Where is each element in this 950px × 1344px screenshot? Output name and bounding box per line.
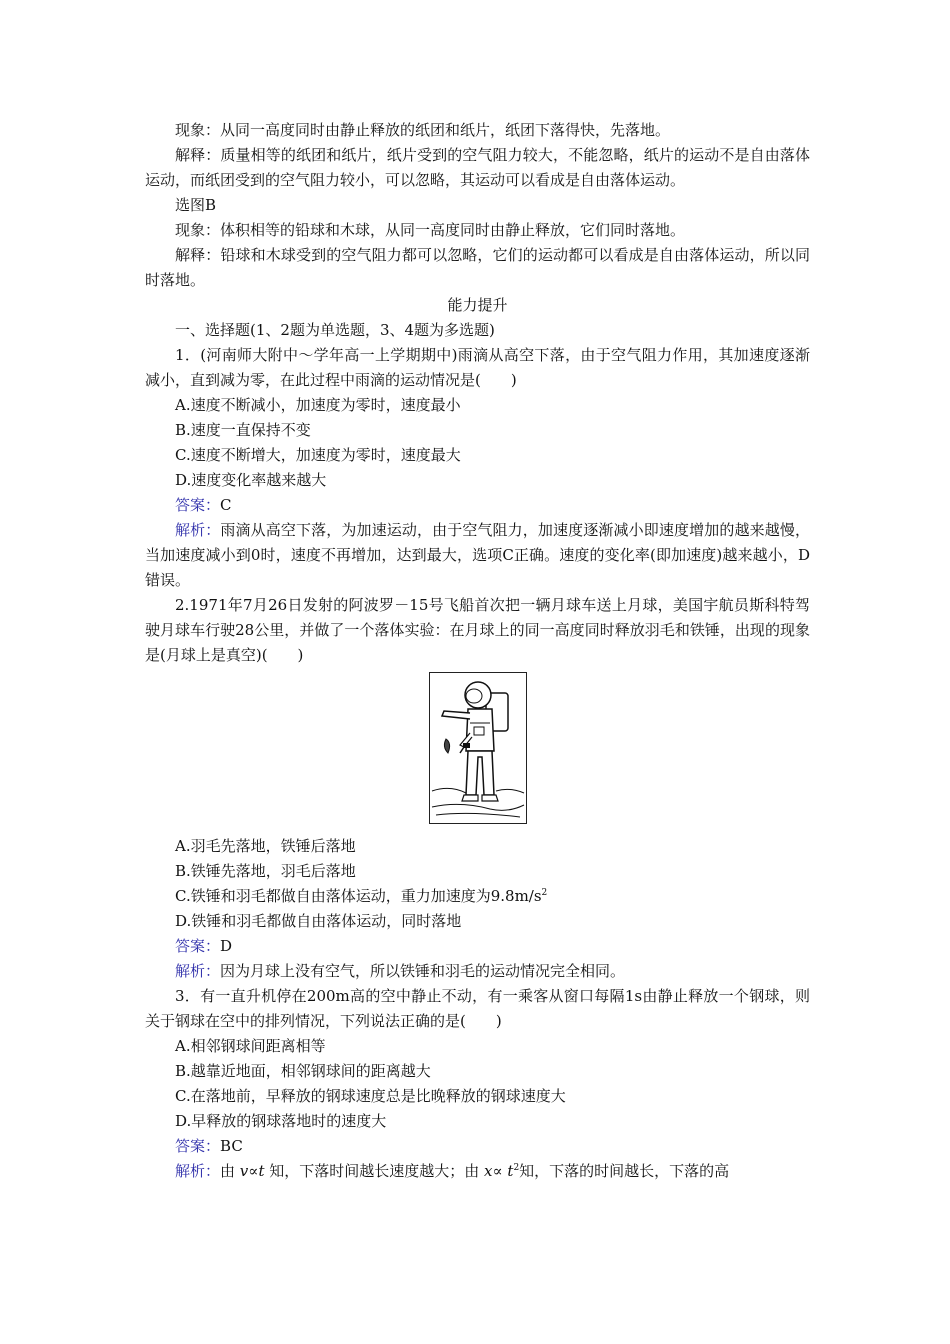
option-text: C.铁锤和羽毛都做自由落体运动，重力加速度为9.8m/s xyxy=(175,887,542,905)
option: D.铁锤和羽毛都做自由落体运动，同时落地 xyxy=(175,912,462,930)
superscript: 2 xyxy=(513,1163,520,1173)
question-stem: 3．有一直升机停在200m高的空中静止不动，有一乘客从窗口每隔1s由静止释放一个钢球，则关于钢球在空中的排列情况，下列说法正确的是( ) xyxy=(145,987,810,1030)
answer-value: C xyxy=(220,496,232,514)
option: B.铁锤先落地，羽毛后落地 xyxy=(175,862,356,880)
analysis-text: ∝ xyxy=(248,1162,259,1180)
analysis-label: 解析： xyxy=(175,962,221,980)
math-var: v xyxy=(239,1162,249,1180)
answer-label: 答案： xyxy=(175,937,221,955)
option: A.相邻钢球间距离相等 xyxy=(175,1037,326,1055)
section-intro: 一、选择题(1、2题为单选题，3、4题为多选题) xyxy=(175,321,495,339)
paragraph: 解释：质量相等的纸团和纸片，纸片受到的空气阻力较大，不能忽略，纸片的运动不是自由落体运动，而纸团受到的空气阻力较小，可以忽略，其运动可以看成是自由落体运动。 xyxy=(145,146,810,189)
superscript: 2 xyxy=(541,888,548,898)
analysis-label: 解析： xyxy=(175,1162,221,1180)
analysis-text: ∝ xyxy=(492,1162,508,1180)
analysis-line xyxy=(145,1159,810,1184)
paragraph: 选图B xyxy=(175,196,217,214)
option: B.速度一直保持不变 xyxy=(175,421,311,439)
option: A.速度不断减小，加速度为零时，速度最小 xyxy=(175,396,461,414)
analysis-text: 雨滴从高空下落，为加速运动，由于空气阻力，加速度逐渐减小即速度增加的越来越慢，当加速度减小到0时，速度不再增加，达到最大，选项C正确。速度的变化率(即加速度)越来越小，D错误。 xyxy=(145,521,810,589)
option: A.羽毛先落地，铁锤后落地 xyxy=(175,837,356,855)
paragraph: 现象：从同一高度同时由静止释放的纸团和纸片，纸团下落得快，先落地。 xyxy=(175,121,671,139)
option xyxy=(145,884,810,909)
question-stem: 2.1971年7月26日发射的阿波罗－15号飞船首次把一辆月球车送上月球，美国宇航员斯科特驾驶月球车行驶28公里，并做了一个落体实验：在月球上的同一高度同时释放羽毛和铁锤，出现的现象是(月球上是真空)( ) xyxy=(145,596,810,664)
option: C.速度不断增大，加速度为零时，速度最大 xyxy=(175,446,461,464)
analysis-line xyxy=(145,959,810,984)
paragraph: 解释：铅球和木球受到的空气阻力都可以忽略，它们的运动都可以看成是自由落体运动，所以同时落地。 xyxy=(145,246,810,289)
answer-line xyxy=(145,934,810,959)
paragraph: 现象：体积相等的铅球和木球，从同一高度同时由静止释放，它们同时落地。 xyxy=(175,221,686,239)
analysis-text: 知，下落时间越长速度越大；由 xyxy=(264,1162,485,1180)
option: D.早释放的钢球落地时的速度大 xyxy=(175,1112,387,1130)
answer-line xyxy=(145,493,810,518)
analysis-label: 解析： xyxy=(175,521,221,539)
analysis-text: 由 xyxy=(220,1162,240,1180)
option: D.速度变化率越来越大 xyxy=(175,471,327,489)
math-var: t xyxy=(258,1162,265,1180)
answer-line xyxy=(145,1134,810,1159)
math-var: t xyxy=(507,1162,514,1180)
analysis-line xyxy=(145,518,810,593)
answer-label: 答案： xyxy=(175,496,221,514)
analysis-text: 因为月球上没有空气，所以铁锤和羽毛的运动情况完全相同。 xyxy=(220,962,626,980)
answer-label: 答案： xyxy=(175,1137,221,1155)
astronaut-illustration xyxy=(429,672,527,824)
document-page xyxy=(145,118,810,1184)
option: C.在落地前，早释放的钢球速度总是比晚释放的钢球速度大 xyxy=(175,1087,566,1105)
question-stem: 1．(河南师大附中～学年高一上学期期中)雨滴从高空下落，由于空气阻力作用，其加速度逐渐减小，直到减为零，在此过程中雨滴的运动情况是( ) xyxy=(145,346,810,389)
section-title: 能力提升 xyxy=(447,296,508,314)
answer-value: BC xyxy=(220,1137,243,1155)
astronaut-figure xyxy=(145,672,810,824)
answer-value: D xyxy=(220,937,233,955)
option: B.越靠近地面，相邻钢球间的距离越大 xyxy=(175,1062,431,1080)
math-var: x xyxy=(484,1162,493,1180)
analysis-text: 知，下落的时间越长，下落的高 xyxy=(519,1162,730,1180)
